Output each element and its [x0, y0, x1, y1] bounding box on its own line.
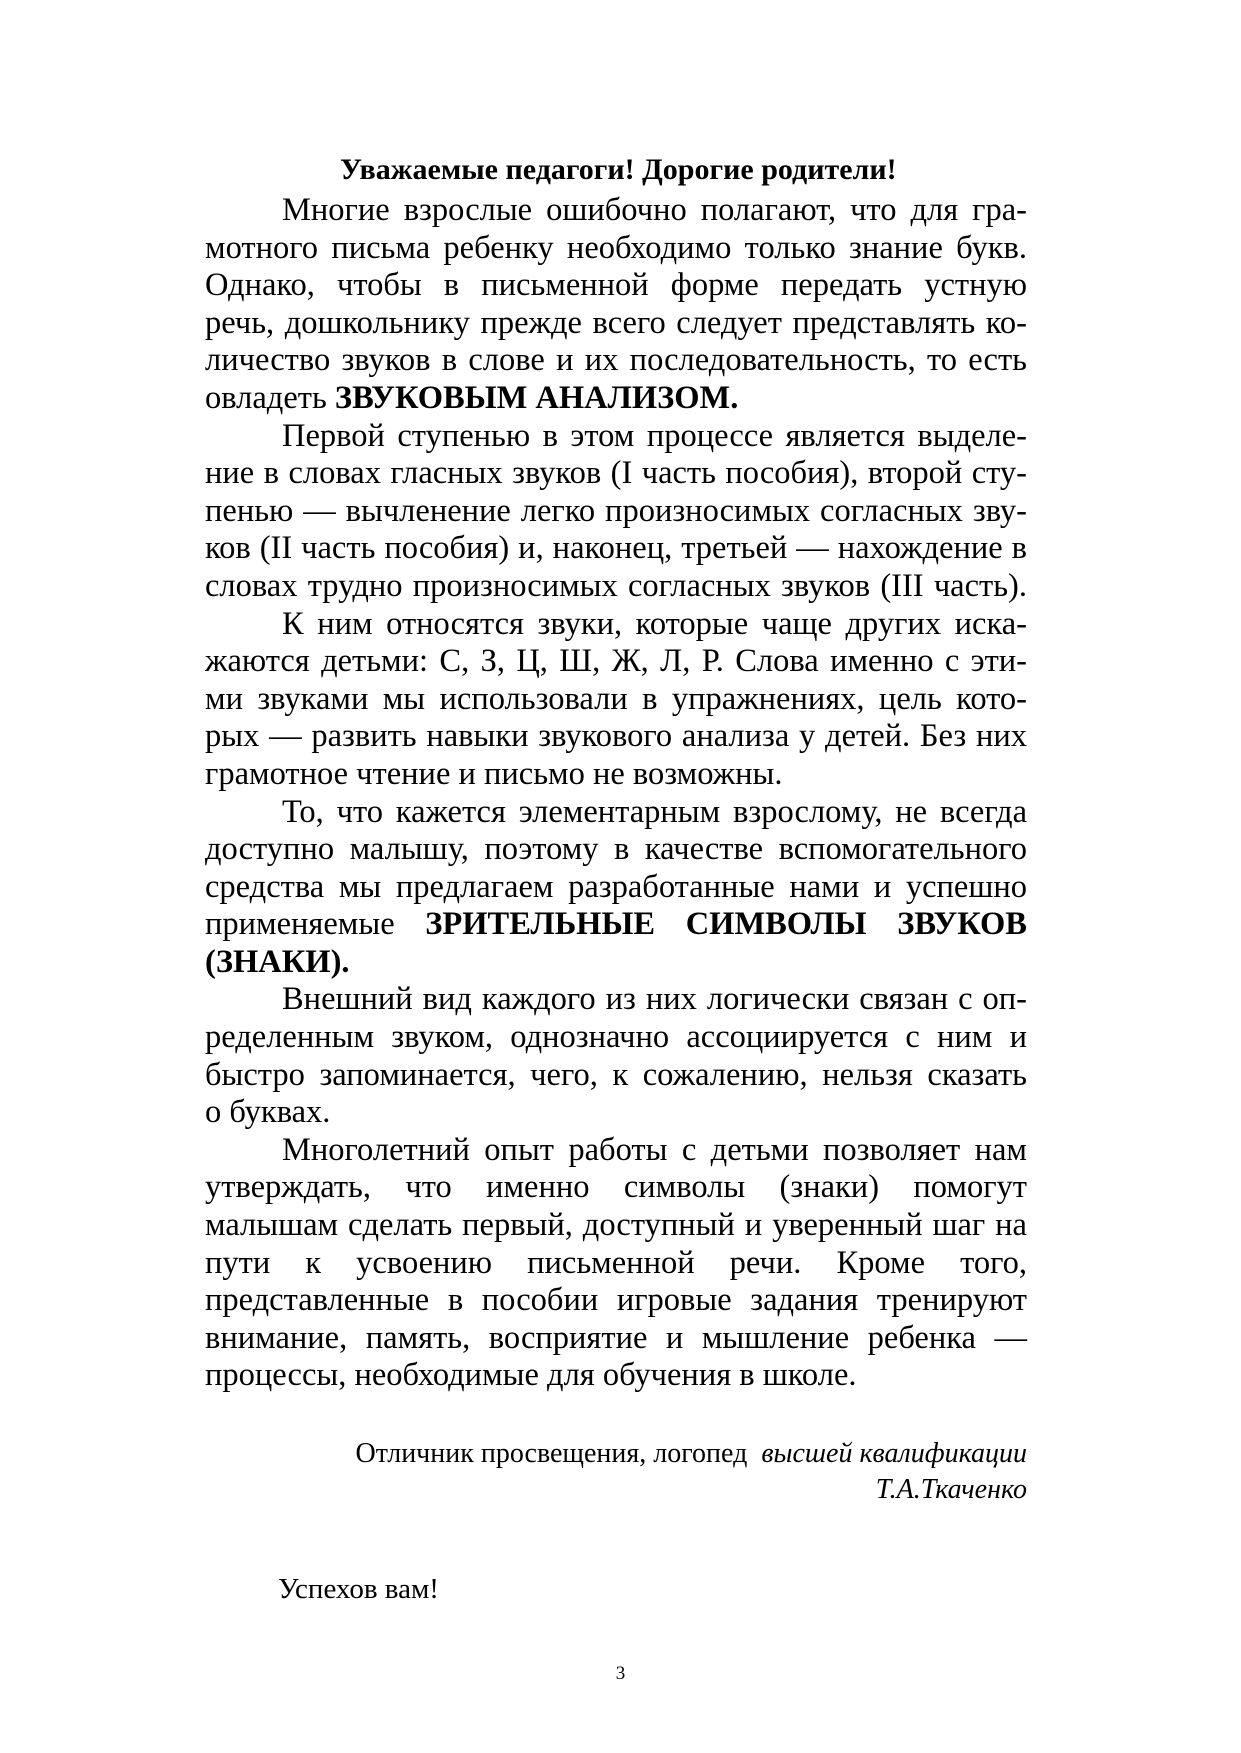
paragraph-3-line-3: ми звуками мы использовали в упражнениях, цель кото- — [205, 680, 1027, 717]
paragraph-5-line-4: о буквах. — [205, 1094, 331, 1131]
paragraph-1-line-4: речь, дошкольнику прежде всего следует представлять ко- — [205, 304, 1027, 341]
paragraph-6-line-1: Многолетний опыт работы с детьми позволяет нам — [282, 1131, 1027, 1168]
paragraph-2-line-4: ков (II часть пособия) и, наконец, третьей — нахождение в — [205, 530, 1027, 567]
signature-name-line — [205, 1472, 1027, 1508]
paragraph-1-line-5: личество звуков в слове и их последовательность, то есть — [205, 342, 1027, 379]
author-name: Т.А.Ткаченко — [875, 1474, 1027, 1505]
paragraph-4-line-2: доступно малышу, поэтому в качестве вспомогательного — [205, 831, 1027, 868]
paragraph-6-line-3: малышам сделать первый, доступный и уверенный шаг на — [205, 1207, 1027, 1244]
paragraph-2-line-2: ние в словах гласных звуков (I часть пособия), второй сту- — [205, 455, 1027, 492]
paragraph-6-line-2: утверждать, что именно символы (знаки) помогут — [205, 1169, 1027, 1206]
signature-title-line — [205, 1436, 1027, 1472]
closing-wish: Успехов вам! — [278, 1573, 439, 1605]
paragraph-4-line-5 — [205, 944, 1027, 982]
paragraph-4-line-4-prefix: применяемые — [205, 906, 426, 943]
paragraph-2-line-1: Первой ступенью в этом процессе является выделе- — [282, 417, 1027, 454]
author-qualification: высшей квалификации — [761, 1438, 1027, 1469]
paragraph-5-line-1: Внешний вид каждого из них логически связан с оп- — [282, 981, 1027, 1018]
author-signature — [205, 1436, 1027, 1508]
paragraph-3-line-2: жаются детьми: С, З, Ц, Ш, Ж, Л, Р. Слова именно с эти- — [205, 643, 1027, 680]
paragraph-3-line-5: грамотное чтение и письмо не возможны. — [205, 755, 783, 792]
page-number: 3 — [615, 1663, 626, 1684]
paragraph-1-line-2: мотного письма ребенку необходимо только знание букв. — [205, 229, 1027, 266]
paragraph-4-line-3: средства мы предлагаем разработанные нами и успешно — [205, 868, 1027, 905]
paragraph-1-line-1: Многие взрослые ошибочно полагают, что для гра- — [282, 192, 1027, 228]
bold-term-signs: (ЗНАКИ). — [205, 943, 350, 980]
bold-term-visual-symbols: ЗРИТЕЛЬНЫЕ СИМВОЛЫ ЗВУКОВ — [425, 906, 1027, 943]
paragraph-5-line-2: ределенным звуком, однозначно ассоциируется с ним и — [205, 1019, 1027, 1056]
paragraph-3-line-4: рых — развить навыки звукового анализа у детей. Без них — [205, 718, 1027, 755]
paragraph-4-line-4 — [205, 906, 1027, 944]
paragraph-2-line-3: пенью — вычленение легко произносимых согласных зву- — [205, 492, 1027, 529]
bold-term-sound-analysis: ЗВУКОВЫМ АНАЛИЗОМ. — [334, 379, 739, 416]
paragraph-3-line-1: К ним относятся звуки, которые чаще других иска- — [282, 605, 1027, 642]
page-heading: Уважаемые педагоги! Дорогие родители! — [340, 153, 897, 186]
paragraph-1-line-3: Однако, чтобы в письменной форме передать устную — [205, 267, 1027, 304]
paragraph-6-line-4: пути к усвоению письменной речи. Кроме того, — [205, 1244, 1027, 1281]
paragraph-6-line-5: представленные в пособии игровые задания тренируют — [205, 1282, 1027, 1319]
paragraph-5-line-3: быстро запоминается, чего, к сожалению, нельзя сказать — [205, 1056, 1027, 1093]
paragraph-2-line-5: словах трудно произносимых согласных звуков (III часть). — [205, 567, 1027, 604]
paragraph-1-line-6 — [205, 380, 1027, 418]
paragraph-1-line-6-prefix: овладеть — [205, 379, 335, 416]
author-title: Отличник просвещения, логопед — [355, 1438, 748, 1469]
letter-body — [205, 192, 1027, 1395]
paragraph-6-line-7: процессы, необходимые для обучения в школе. — [205, 1357, 857, 1394]
paragraph-6-line-6: внимание, память, восприятие и мышление ребенка — — [205, 1319, 1027, 1356]
paragraph-4-line-1: То, что кажется элементарным взрослому, не всегда — [282, 793, 1027, 830]
